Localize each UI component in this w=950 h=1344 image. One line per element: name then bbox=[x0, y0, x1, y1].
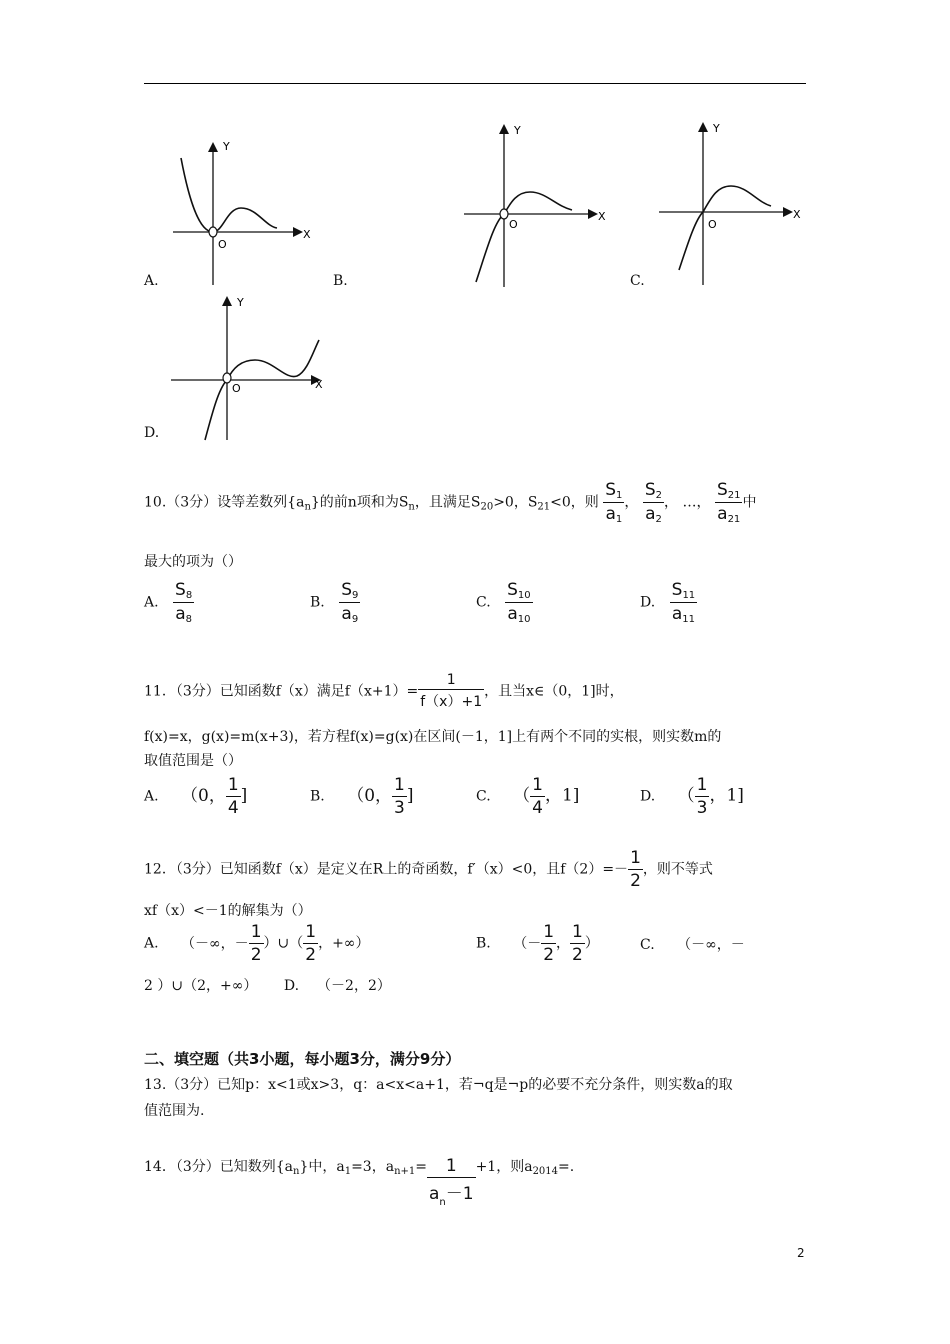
q10-option-b: B. $\frac{S_9}{a_9}$ bbox=[310, 580, 359, 625]
graph-b bbox=[460, 122, 610, 292]
q12-line2: xf（x）<－1的解集为（） bbox=[144, 903, 312, 919]
q9-option-a: A. bbox=[144, 273, 159, 289]
x-axis-label: X bbox=[315, 378, 323, 391]
fraction-s1-a1: $\frac{S_1}{a_1}$ bbox=[605, 480, 623, 525]
fraction-s21-a21: $\frac{S_{21}}{a_{21}}$ bbox=[716, 480, 741, 525]
q10-stem: 10.（3分）设等差数列$\{a_n\}$的前n项和为$S_n$，且满足$S_{20}>0$，$S_{21}<0$，则 $\frac{S_1}{a_1}$ ， $\frac{S_2}{a_2}$ ， …， $\frac{S_{21}}{a_{21}}$ 中 bbox=[144, 480, 757, 525]
x-axis-label: X bbox=[598, 210, 606, 223]
fraction-s2-a2: $\frac{S_2}{a_2}$ bbox=[644, 480, 663, 525]
q13-line2: 值范围为. bbox=[144, 1103, 205, 1119]
q12-option-a: A. （－∞，－ $\frac{1}{2}$ ）∪（ $\frac{1}{2}$ ，+∞） bbox=[144, 922, 370, 965]
fraction-1-over-fx1: $\frac{1}{f(x)+1}$ bbox=[420, 672, 483, 710]
page-number: 2 bbox=[797, 1246, 805, 1260]
q11-option-c: C. （ $\frac{1}{4}$ ，1] bbox=[476, 775, 580, 818]
fraction-1-over-an-minus-1: $\frac{1}{a_n-1}$ bbox=[428, 1156, 474, 1208]
q12-option-d: D. （－2，2） bbox=[283, 978, 391, 994]
q11-option-a: A. （0， $\frac{1}{4}$ ] bbox=[144, 775, 248, 818]
y-axis-label: Y bbox=[237, 296, 244, 309]
y-axis-label: Y bbox=[713, 122, 720, 135]
origin-label: O bbox=[509, 218, 518, 231]
graph-c bbox=[655, 120, 805, 290]
q9-option-d: D. bbox=[144, 425, 160, 441]
q12-option-c: C. （－∞，－ bbox=[640, 937, 745, 953]
fraction-half: $\frac{1}{2}$ bbox=[630, 848, 641, 891]
q12-line3: 2 ）∪（2，+∞） D. （－2，2） bbox=[144, 978, 391, 994]
origin-label: O bbox=[232, 382, 241, 395]
y-axis-label: Y bbox=[514, 124, 521, 137]
section-2-heading: 二、填空题（共3小题，每小题3分，满分9分） bbox=[144, 1050, 461, 1068]
graph-d bbox=[165, 292, 340, 442]
q11-line3: 取值范围是（） bbox=[144, 753, 242, 769]
q11-stem: 11．（3分）已知函数f（x）满足f（x+1）= $\frac{1}{f(x)+1}$ ，且当x∈（0，1]时， bbox=[144, 672, 624, 710]
q12-stem: 12．（3分）已知函数f（x）是定义在R上的奇函数，f′（x）<0，且f（2）=－ $\frac{1}{2}$ ，则不等式 bbox=[144, 848, 713, 891]
header-rule bbox=[144, 83, 806, 84]
q10-option-a: A. $\frac{S_8}{a_8}$ bbox=[144, 580, 193, 625]
y-axis-label: Y bbox=[223, 140, 230, 153]
graph-a bbox=[165, 140, 315, 290]
q12-option-b: B. （－ $\frac{1}{2}$ ， $\frac{1}{2}$ ） bbox=[476, 922, 599, 965]
q10-line2: 最大的项为（） bbox=[144, 554, 242, 570]
q11-option-d: D. （ $\frac{1}{3}$ ，1] bbox=[640, 775, 744, 818]
q14-stem: 14．（3分）已知数列$\{a_n\}$中，$a_1=3$，$a_{n+1}=$ $\frac{1}{a_n-1}$ +1，则$a_{2014}=$. bbox=[144, 1156, 575, 1208]
x-axis-label: X bbox=[793, 208, 801, 221]
q10-option-d: D. $\frac{S_{11}}{a_{11}}$ bbox=[640, 580, 696, 625]
q9-option-b: B. bbox=[333, 273, 348, 289]
q9-option-c: C. bbox=[630, 273, 645, 289]
origin-label: O bbox=[708, 218, 717, 231]
q13-line1: 13.（3分）已知p：x<1或x>3，q：a<x<a+1，若¬q是¬p的必要不充分条件，则实数a的取 bbox=[144, 1077, 733, 1093]
x-axis-label: X bbox=[303, 228, 311, 241]
q11-line2: f(x)=x，g(x)=m(x+3)，若方程f(x)=g(x)在区间(－1，1]上有两个不同的实根，则实数m的 bbox=[144, 729, 722, 745]
q10-option-c: C. $\frac{S_{10}}{a_{10}}$ bbox=[476, 580, 531, 625]
origin-label: O bbox=[218, 238, 227, 251]
q11-option-b: B. （0， $\frac{1}{3}$ ] bbox=[310, 775, 414, 818]
